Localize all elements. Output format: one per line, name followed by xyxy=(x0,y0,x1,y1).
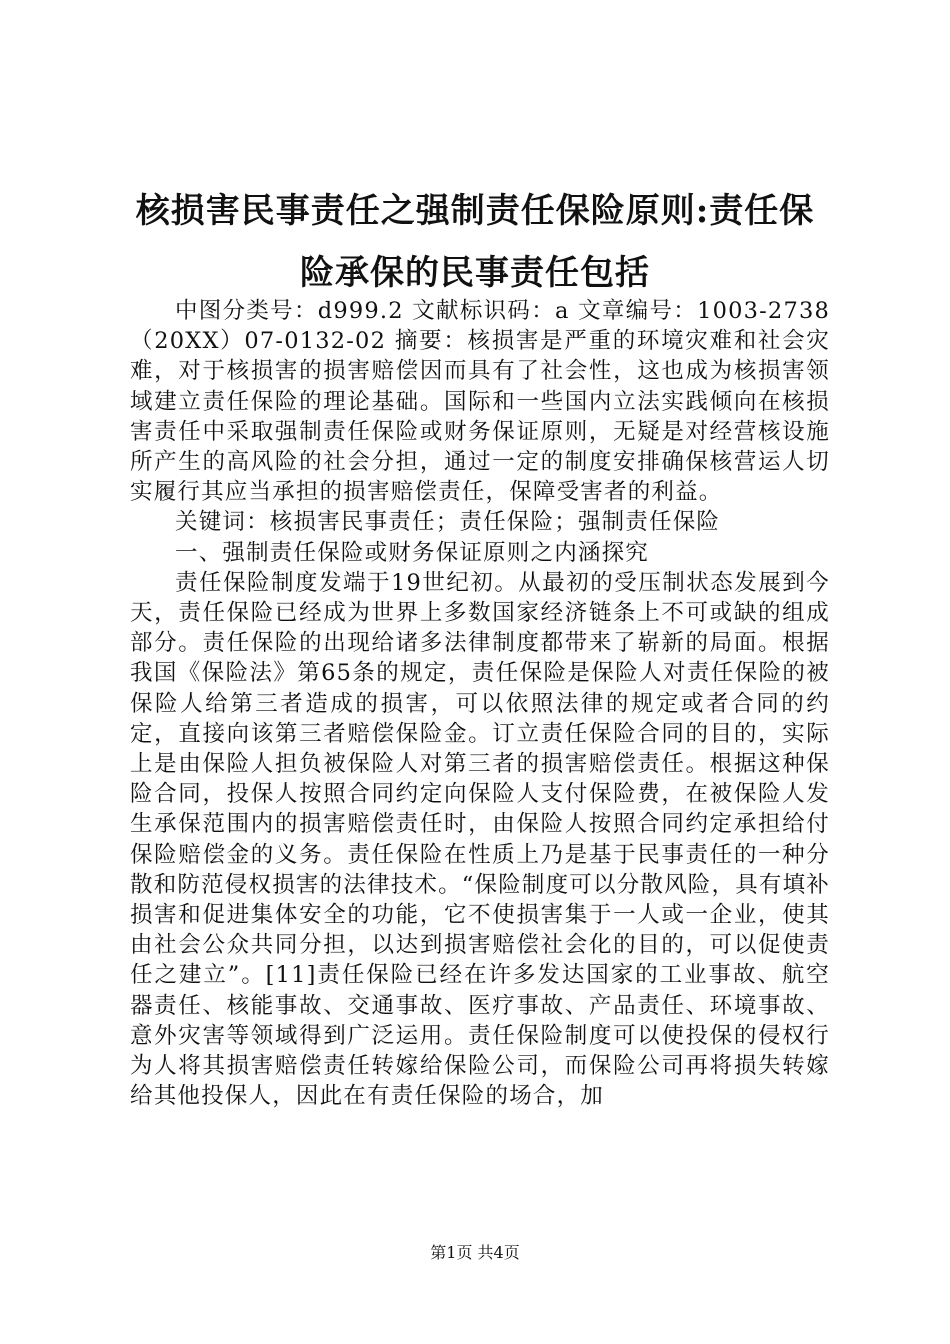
body-paragraph: 责任保险制度发端于19世纪初。从最初的受压制状态发展到今天，责任保险已经成为世界上多数国家经济链条上不可或缺的组成部分。责任保险的出现给诸多法律制度都带来了崭新的局面。根据我国《保险法》第65条的规定，责任保险是保险人对责任保险的被保险人给第三者造成的损害，可以依照法律的规定或者合同的约定，直接向该第三者赔偿保险金。订立责任保险合同的目的，实际上是由保险人担负被保险人对第三者的损害赔偿责任。根据这种保险合同，投保人按照合同约定向保险人支付保险费，在被保险人发生承保范围内的损害赔偿责任时，由保险人按照合同约定承担给付保险赔偿金的义务。责任保险在性质上乃是基于民事责任的一种分散和防范侵权损害的法律技术。“保险制度可以分散风险，具有填补损害和促进集体安全的功能，它不使损害集于一人或一企业，使其由社会公众共同分担，以达到损害赔偿社会化的目的，可以促使责任之建立”。[11]责任保险已经在许多发达国家的工业事故、航空器责任、核能事故、交通事故、医疗事故、产品责任、环境事故、意外灾害等领域得到广泛运用。责任保险制度可以使投保的侵权行为人将其损害赔偿责任转嫁给保险公司，而保险公司再将损失转嫁给其他投保人，因此在有责任保险的场合，加 xyxy=(130,569,831,1110)
keywords-paragraph: 关键词：核损害民事责任；责任保险；强制责任保险 xyxy=(175,509,721,536)
document-body xyxy=(130,296,830,1111)
abstract-paragraph: 中图分类号：d999.2 文献标识码：a 文章编号：1003-2738（20XX）07-0132-02 摘要：核损害是严重的环境灾难和社会灾难，对于核损害的损害赔偿因而具有了社会性，这也成为核损害领域建立责任保险的理论基础。国际和一些国内立法实践倾向在核损害责任中采取强制责任保险或财务保证原则，无疑是对经营核设施所产生的高风险的社会分担，通过一定的制度安排确保核营运人切实履行其应当承担的损害赔偿责任，保障受害者的利益。 xyxy=(130,298,830,506)
page-footer: 第1页 共4页 xyxy=(430,1243,520,1262)
section-heading: 一、强制责任保险或财务保证原则之内涵探究 xyxy=(175,539,650,566)
document-title: 核损害民事责任之强制责任保险原则:责任保险承保的民事责任包括 xyxy=(135,191,815,293)
